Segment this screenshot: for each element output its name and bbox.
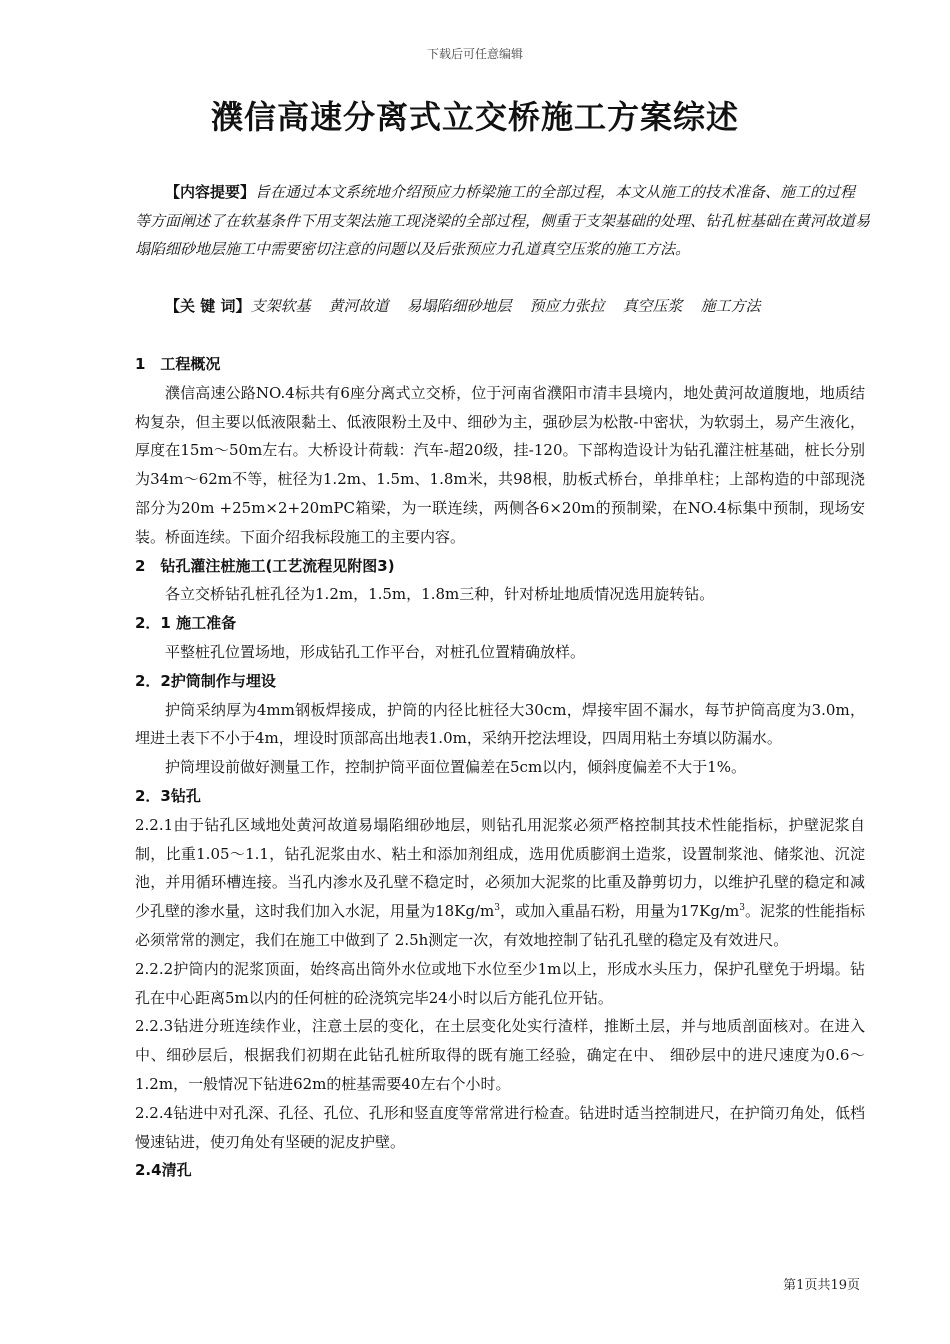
page-number: 第1页共19页 (783, 1278, 860, 1293)
keyword: 支架软基 (250, 297, 311, 315)
paragraph: 2.2.4钻进中对孔深、孔径、孔位、孔形和竖直度等常常进行检查。钻进时适当控制进尺，在护筒刃角处，低档慢速钻进，使刃角处有坚硬的泥皮护壁。 (135, 1103, 865, 1151)
abstract (135, 178, 870, 264)
keywords (165, 292, 865, 320)
keyword: 预应力张拉 (529, 297, 605, 315)
section-heading: 2．3钻孔 (135, 786, 201, 805)
paragraph-part: 2.2.1由于钻孔区域地处黄河故道易塌陷细砂地层，则钻孔用泥浆必须严格控制其技术性能指标，护壁泥浆自制，比重1.05～1.1，钻孔泥浆由水、粘土和添加剂组成，选用优质膨润土造浆，设置制浆池、储浆池、沉淀池，并用循环槽连接。当孔内渗水及孔壁不稳定时，必须加大泥浆的比重及静剪切力，以维护孔壁的稳定和减少孔壁的渗水量，这时我们加入水泥，用量为18Kg/m (135, 815, 865, 921)
paragraph: 护筒采纳厚为4mm钢板焊接成，护筒的内径比桩径大30cm，焊接牢固不漏水，每节护筒高度为3.0m，埋进土表下不小于4m，埋设时顶部高出地表1.0m，采纳开挖法埋设，四周用粘土夯填以防漏水。 (135, 700, 865, 748)
keyword: 易塌陷细砂地层 (406, 297, 512, 315)
document-body (135, 350, 865, 1185)
paragraph: 2.2.2护筒内的泥浆顶面，始终高出筒外水位或地下水位至少1m以上，形成水头压力，保护孔壁免于坍塌。钻孔在中心距离5m以内的任何桩的砼浇筑完毕24小时以后方能孔位开钻。 (135, 959, 865, 1007)
superscript: 3 (739, 903, 745, 914)
document-title: 濮信高速分离式立交桥施工方案综述 (210, 98, 739, 136)
paragraph: 濮信高速公路NO.4标共有6座分离式立交桥，位于河南省濮阳市清丰县境内，地处黄河故道腹地，地质结构复杂，但主要以低液限黏土、低液限粉土及中、细砂为主，强砂层为松散-中密状，为软弱土，易产生液化，厚度在15m～50m左右。大桥设计荷载：汽车-超20级，挂-120。下部构造设计为钻孔灌注桩基础，桩长分别为34m～62m不等，桩径为1.2m、1.5m、1.8m米，共98根，肋板式桥台，单排单柱；上部构造的中部现浇部分为20m +25m×2+20mPC箱梁，为一联连续，两侧各6×20m的预制梁，在NO.4标集中预制，现场安装。桥面连续。下面介绍我标段施工的主要内容。 (135, 383, 865, 546)
abstract-text: 旨在通过本文系统地介绍预应力桥梁施工的全部过程，本文从施工的技术准备、施工的过程等方面阐述了在软基条件下用支架法施工现浇梁的全部过程，侧重于支架基础的处理、钻孔桩基础在黄河故道易塌陷细砂地层施工中需要密切注意的问题以及后张预应力孔道真空压浆的施工方法。 (135, 183, 871, 258)
section-heading: 2.4清孔 (135, 1161, 192, 1180)
abstract-label: 【内容提要】 (165, 183, 256, 201)
paragraph (135, 811, 865, 955)
paragraph: 平整桩孔位置场地，形成钻孔工作平台，对桩孔位置精确放样。 (165, 642, 586, 661)
keyword: 施工方法 (700, 297, 761, 315)
paragraph: 护筒埋设前做好测量工作，控制护筒平面位置偏差在5cm以内，倾斜度偏差不大于1%。 (165, 758, 746, 777)
section-heading: 2．2护筒制作与埋设 (135, 671, 276, 690)
keyword: 黄河故道 (328, 297, 389, 315)
keyword: 真空压浆 (622, 297, 683, 315)
paragraph-part: 。泥浆的性能指标必须常常的测定，我们在施工中做到了 2.5h测定一次，有效地控制了钻孔孔壁的稳定及有效进尺。 (135, 902, 865, 949)
paragraph-part: ，或加入重晶石粉，用量为17Kg/m (499, 902, 740, 921)
section-heading: 2．1 施工准备 (135, 614, 237, 633)
section-heading: 2 钻孔灌注桩施工(工艺流程见附图3) (135, 556, 395, 575)
superscript: 3 (494, 903, 500, 914)
paragraph: 2.2.3钻进分班连续作业，注意土层的变化，在土层变化处实行渣样，推断土层，并与地质剖面核对。在进入中、细砂层后，根据我们初期在此钻孔桩所取得的既有施工经验，确定在中、 细砂层中的进尺速度为0.6～1.2m，一般情况下钻进62m的桩基需要40左右个小时。 (135, 1017, 865, 1093)
header-note: 下载后可任意编辑 (426, 47, 523, 61)
section-heading: 1 工程概况 (135, 355, 221, 373)
keywords-label: 【关 键 词】 (165, 297, 251, 315)
paragraph: 各立交桥钻孔桩孔径为1.2m，1.5m，1.8m三种，针对桥址地质情况选用旋转钻。 (165, 585, 715, 604)
